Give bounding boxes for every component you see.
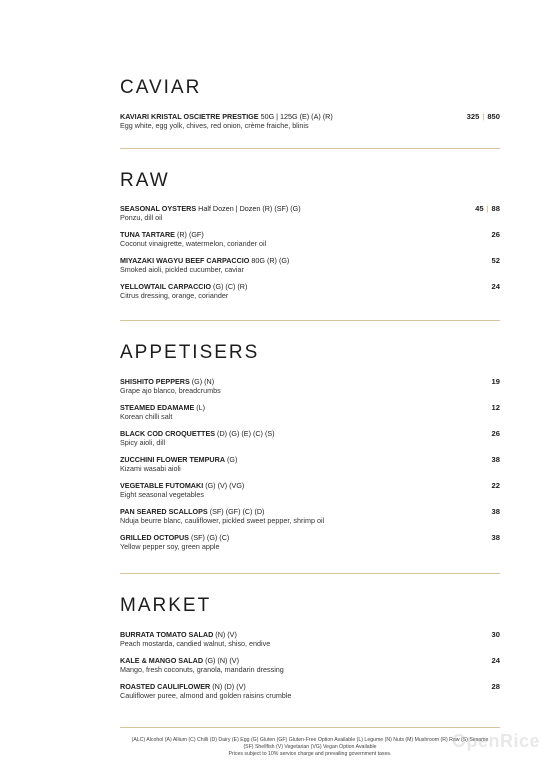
item-description: Yellow pepper soy, green apple — [120, 542, 220, 551]
item-tags: Half Dozen | Dozen (R) (SF) (G) — [198, 204, 301, 213]
section-title: CAVIAR — [120, 77, 202, 98]
item-description: Citrus dressing, orange, coriander — [120, 291, 229, 300]
menu-item — [120, 403, 500, 429]
item-tags: (R) (GF) — [176, 230, 204, 239]
item-tags: 50G | 125G (E) (A) (R) — [260, 112, 333, 121]
item-description: Korean chilli salt — [120, 412, 173, 421]
item-price: 45 | 88 — [475, 204, 500, 213]
menu-item — [120, 455, 500, 481]
item-price: 28 — [491, 682, 500, 691]
item-price: 38 — [491, 455, 500, 464]
item-name: VEGETABLE FUTOMAKI — [120, 481, 204, 490]
item-name: PAN SEARED SCALLOPS — [120, 507, 208, 516]
item-name: ROASTED CAULIFLOWER — [120, 682, 211, 691]
item-description: Ponzu, dill oil — [120, 213, 163, 222]
item-price: 24 — [491, 656, 500, 665]
menu-item — [120, 230, 500, 256]
menu-item — [120, 507, 500, 533]
item-price: 19 — [491, 377, 500, 386]
item-name: ZUCCHINI FLOWER TEMPURA — [120, 455, 226, 464]
item-name: SHISHITO PEPPERS — [120, 377, 190, 386]
menu-item — [120, 256, 500, 282]
menu-item — [120, 481, 500, 507]
item-name: YELLOWTAIL CARPACCIO — [120, 282, 212, 291]
item-description: Cauliflower puree, almond and golden raisins crumble — [120, 691, 292, 700]
service-charge-note: Prices subject to 10% service charge and prevailing government taxes. — [228, 751, 392, 757]
item-price: 12 — [491, 403, 500, 412]
item-price: 325 | 850 — [466, 112, 500, 121]
item-description: Egg white, egg yolk, chives, red onion, crème fraiche, blinis — [120, 121, 309, 130]
item-tags: 80G (R) (G) — [251, 256, 290, 265]
section-title: APPETISERS — [120, 342, 260, 363]
allergen-legend — [120, 737, 500, 758]
item-description: Eight seasonal vegetables — [120, 490, 204, 499]
item-description: Grape ajo blanco, breadcrumbs — [120, 386, 221, 395]
item-tags: (SF) (G) (C) — [190, 533, 230, 542]
item-tags: (G) (V) (VG) — [205, 481, 245, 490]
item-tags: (G) (N) — [191, 377, 215, 386]
item-tags: (L) — [196, 403, 206, 412]
divider — [120, 148, 500, 149]
section-raw — [120, 171, 500, 308]
menu-item — [120, 429, 500, 455]
item-description: Smoked aioli, pickled cucumber, caviar — [120, 265, 244, 274]
section-title: RAW — [120, 170, 170, 191]
item-price: 26 — [491, 230, 500, 239]
item-name: KALE & MANGO SALAD — [120, 656, 204, 665]
menu-item — [120, 112, 500, 138]
item-description: Coconut vinaigrette, watermelon, coriander oil — [120, 239, 267, 248]
item-tags: (SF) (GF) (C) (D) — [209, 507, 265, 516]
item-description: Peach mostarda, candied walnut, shiso, endive — [120, 639, 271, 648]
item-price: 26 — [491, 429, 500, 438]
section-title: MARKET — [120, 595, 212, 616]
item-name: SEASONAL OYSTERS — [120, 204, 197, 213]
menu-item — [120, 533, 500, 559]
menu-item — [120, 656, 500, 682]
divider — [120, 320, 500, 321]
item-description: Kizami wasabi aioli — [120, 464, 181, 473]
item-name: STEAMED EDAMAME — [120, 403, 195, 412]
section-appetisers — [120, 343, 500, 559]
item-price: 38 — [491, 507, 500, 516]
item-price: 52 — [491, 256, 500, 265]
item-name: KAVIARI KRISTAL OSCIETRE PRESTIGE — [120, 112, 259, 121]
item-price: 24 — [491, 282, 500, 291]
item-name: TUNA TARTARE — [120, 230, 175, 239]
item-price: 38 — [491, 533, 500, 542]
menu-item — [120, 282, 500, 308]
item-tags: (G) (N) (V) — [205, 656, 239, 665]
item-name: GRILLED OCTOPUS — [120, 533, 189, 542]
item-price: 30 — [491, 630, 500, 639]
section-market — [120, 596, 500, 708]
legend-line: (ALC) Alcohol (A) Allium (C) Chilli (D) Dairy (E) Egg (G) Gluten (GF) Gluten-Free Option Available (L) Legume (N) Nuts (M) Mushroom (R) Raw (S) Sesame — [131, 737, 489, 743]
item-tags: (G) (C) (R) — [213, 282, 248, 291]
item-tags: (N) (V) — [215, 630, 237, 639]
item-description: Spicy aioli, dill — [120, 438, 166, 447]
menu-item — [120, 630, 500, 656]
item-name: BURRATA TOMATO SALAD — [120, 630, 214, 639]
item-tags: (G) — [227, 455, 238, 464]
section-caviar — [120, 78, 500, 138]
item-price: 22 — [491, 481, 500, 490]
legend-line: (SF) Shellfish (V) Vegetarian (VG) Vegan Option Available — [243, 744, 377, 750]
item-tags: (D) (G) (E) (C) (S) — [217, 429, 275, 438]
item-name: MIYAZAKI WAGYU BEEF CARPACCIO — [120, 256, 250, 265]
openrice-watermark: OpenRice — [451, 731, 540, 751]
menu-item — [120, 204, 500, 230]
item-name: BLACK COD CROQUETTES — [120, 429, 216, 438]
menu-item — [120, 377, 500, 403]
item-tags: (N) (D) (V) — [212, 682, 246, 691]
divider — [120, 727, 500, 728]
item-description: Mango, fresh coconuts, granola, mandarin dressing — [120, 665, 284, 674]
item-description: Nduja beurre blanc, cauliflower, pickled sweet pepper, shrimp oil — [120, 516, 325, 525]
menu-item — [120, 682, 500, 708]
divider — [120, 573, 500, 574]
